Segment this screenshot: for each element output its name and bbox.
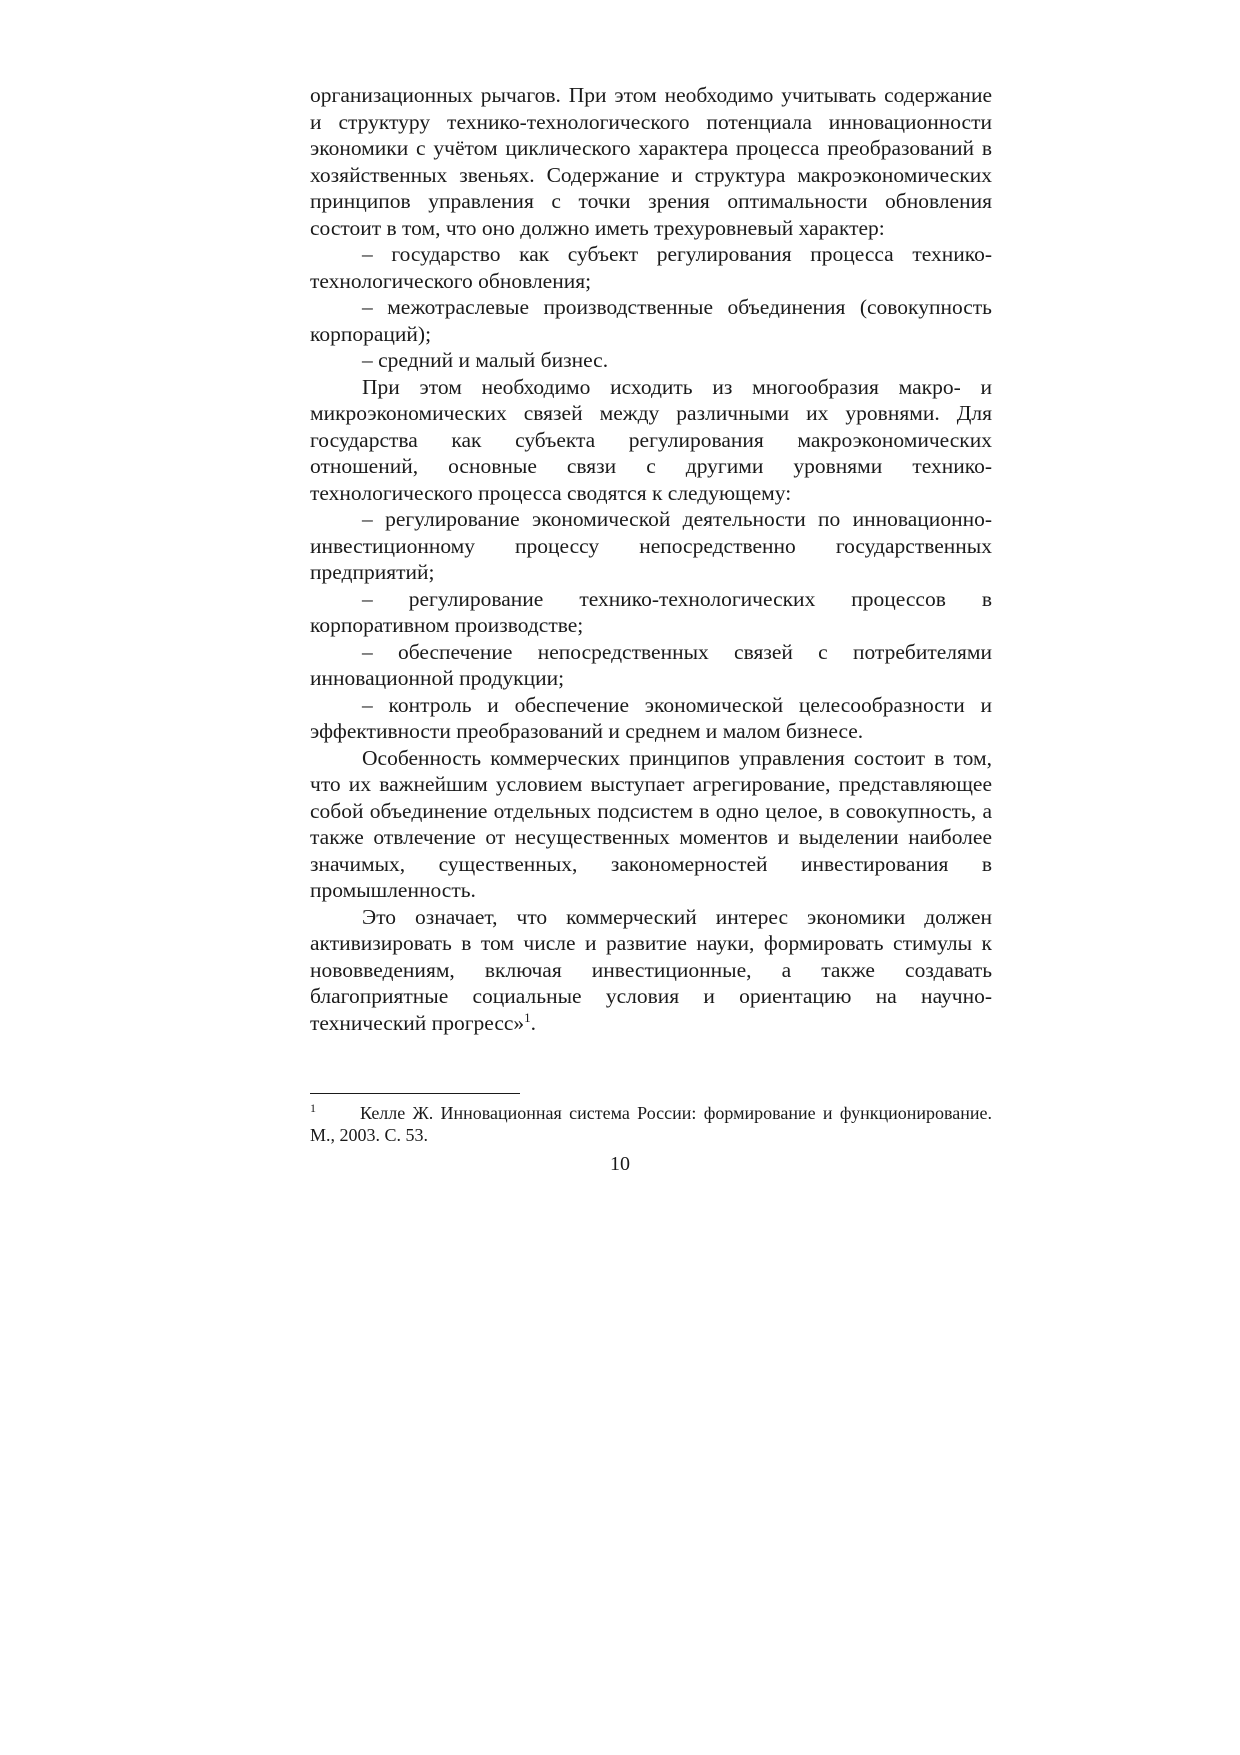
footnote-marker: 1 <box>310 1101 316 1115</box>
paragraph: При этом необходимо исходить из многообразия макро- и микроэкономических связей между различными их уровнями. Для государства как субъекта регулирования макроэкономических отношений, основные связи с другими уровнями технико-технологического процесса сводятся к следующему: <box>310 374 992 505</box>
footnote-reference[interactable]: 1 <box>524 1009 531 1025</box>
footnote-text: Келле Ж. Инновационная система России: формирование и функционирование. М., 2003. С. 53. <box>310 1103 992 1145</box>
paragraph-text: Это означает, что коммерческий интерес экономики должен активизировать в том числе и развитие науки, формировать стимулы к нововведениям, включая инвестиционные, а также создавать благоприятные социальные условия и ориентацию на научно-технический прогресс» <box>310 904 992 1035</box>
footnote-divider <box>310 1093 520 1094</box>
list-item: – обеспечение непосредственных связей с потребителями инновационной продукции; <box>310 639 992 690</box>
paragraph: организационных рычагов. При этом необходимо учитывать содержание и структуру технико-технологического потенциала инновационности экономики с учётом циклического характера процесса преобразований в хозяйственных звеньях. Содержание и структура макроэкономических принципов управления с точки зрения оптимальности обновления состоит в том, что оно должно иметь трехуровневый характер: <box>310 83 992 240</box>
page-number: 10 <box>610 1153 630 1175</box>
footnote <box>310 1102 992 1146</box>
list-item: – регулирование технико-технологических процессов в корпоративном производстве; <box>310 586 992 637</box>
list-item: – регулирование экономической деятельности по инновационно-инвестиционному процессу непосредственно государственных предприятий; <box>310 507 992 584</box>
list-item: – государство как субъект регулирования процесса технико-технологического обновления; <box>310 242 992 293</box>
body-text <box>310 82 992 1036</box>
list-item: – контроль и обеспечение экономической целесообразности и эффективности преобразований и среднем и малом бизнесе. <box>310 692 992 743</box>
paragraph-with-footnote: Это означает, что коммерческий интерес экономики должен активизировать в том числе и развитие науки, формировать стимулы к нововведениям, включая инвестиционные, а также создавать благоприятные социальные условия и ориентацию на научно-технический прогресс»$^1$. <box>310 904 992 1035</box>
list-item: – средний и малый бизнес. <box>362 348 609 372</box>
list-item: – межотраслевые производственные объединения (совокупность корпораций); <box>310 295 992 346</box>
paragraph: Особенность коммерческих принципов управления состоит в том, что их важнейшим условием выступает агрегирование, представляющее собой объединение отдельных подсистем в одно целое, в совокупность, а также отвлечение от несущественных моментов и выделении наиболее значимых, существенных, закономерностей инвестирования в промышленность. <box>310 745 992 902</box>
